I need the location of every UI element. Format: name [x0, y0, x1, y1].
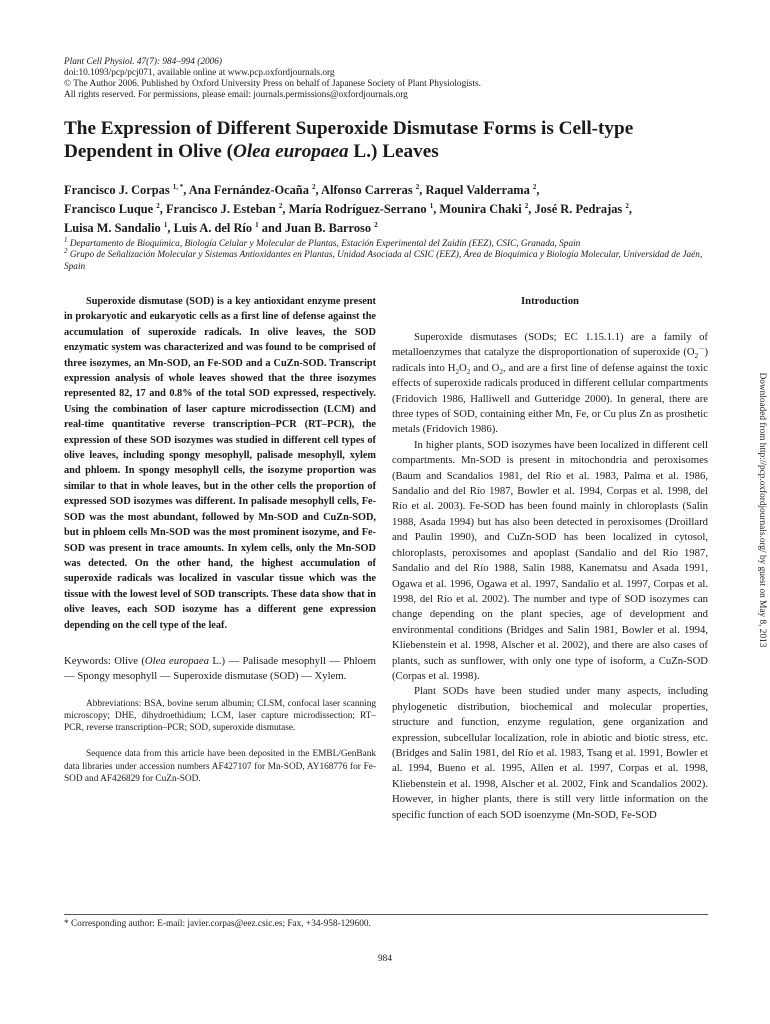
journal-citation: Plant Cell Physiol. 47(7): 984–994 (2006) — [64, 57, 223, 67]
title-species: Olea europaea — [232, 141, 349, 162]
author: Francisco Luque $^2$, — [64, 201, 166, 216]
author: José R. Pedrajas $^2$, — [534, 201, 632, 216]
abbreviations: Abbreviations: BSA, bovine serum albumin; CLSM, confocal laser scanning microscopy; DHE, dihydroethidium; LCM, laser capture microdissection; RT–PCR, reverse transcription–PCR; SOD, superoxide dismutase. — [64, 698, 376, 734]
author: Juan B. Barroso $^2$ — [284, 220, 378, 235]
introduction-heading: Introduction — [520, 295, 579, 307]
introduction-paragraph-1: Superoxide dismutases (SODs; EC 1.15.1.1) are a family of metalloenzymes that catalyze the disproportionation of superoxide $(O_2^{\cdot-})$ radicals into $H_2O_2$ and $O_2$, and are a first line of defense against the toxic effects of superoxide radicals produced in different cellular compartments (Fridovich 1986, Halliwell and Gutteridge 2000). In general, there are three types of SOD, containing either Mn, Fe, or Cu plus Zn as prosthetic metals (Fridovich 1986). — [392, 331, 708, 436]
download-sidebar — [755, 310, 765, 710]
affiliation-1: $^1$ Departamento de Bioquímica, Biología Celular y Molecular de Plantas, Estación Experimental del Zaidín (EEZ), CSIC, Granada, Spain — [64, 235, 581, 249]
keywords: Keywords: Olive (Olea europaea L.) — Palisade mesophyll — Phloem — Spongy mesophyll — Superoxide dismutase (SOD) — Xylem. — [64, 654, 376, 683]
doi-line[interactable]: doi:10.1093/pcp/pcj071, available online at www.pcp.oxfordjournals.org — [64, 68, 335, 78]
author: Luis A. del Río $^1$ and — [173, 220, 285, 235]
author: Francisco J. Esteban $^2$, — [165, 201, 289, 216]
page-number: 984 — [378, 954, 392, 964]
rights-line: All rights reserved. For permissions, please email: journals.permissions@oxfordjournals.org — [64, 90, 408, 100]
author: Alfonso Carreras $^2$, — [321, 182, 426, 197]
corresponding-author-footnote: * Corresponding author: E-mail: javier.corpas@eez.csic.es; Fax, +34-958-129600. — [64, 919, 371, 929]
affiliations — [64, 235, 724, 273]
sequence-data-note: Sequence data from this article have been deposited in the EMBL/GenBank data libraries under accession numbers AF427107 for Mn-SOD, AY168776 for Fe-SOD and AF426829 for CuZn-SOD. — [64, 749, 376, 784]
left-column — [64, 294, 376, 785]
copyright-line: © The Author 2006. Published by Oxford University Press on behalf of Japanese Society of Plant Physiologists. — [64, 79, 481, 89]
introduction-paragraph-3: Plant SODs have been studied under many aspects, including phylogenetic distribution, biochemical and molecular properties, structure and function, enzyme regulation, gene organization and expression, subcellular localization, role in abiotic and biotic stress, etc. (Bridges and Salin 1981, del Río et al. 1983, Tsang et al. 1991, Bowler et al. 1994, Bueno et al. 1995, Allen et al. 1997, Corpas et al. 1998, Kliebenstein et al. 1998, Alscher et al. 2002, Fink and Scandalios 2002). However, in higher plants, there is still very little information on the specific function of each SOD isoenzyme (Mn-SOD, Fe-SOD — [392, 685, 708, 821]
author: Raquel Valderrama $^2$, — [425, 182, 540, 197]
article-title — [64, 117, 714, 163]
author: María Rodríguez-Serrano $^1$, — [288, 201, 440, 216]
author: Mounira Chaki $^2$, — [439, 201, 535, 216]
abstract: Superoxide dismutase (SOD) is a key antioxidant enzyme present in prokaryotic and eukaryotic cells as a first line of defense against the accumulation of superoxide radicals. In olive leaves, the SOD enzymatic system was characterized and was found to be comprised of three isozymes, an Mn-SOD, an Fe-SOD and a CuZn-SOD. Transcript expression analysis of whole leaves showed that the three isozymes represented 82, 17 and 0.8% of the total SOD expressed, respectively. Using the combination of laser capture microdissection (LCM) and real-time quantitative reverse transcription–PCR (RT–PCR), the expression of these SOD isozymes was studied in different cell types of olive leaves, including spongy mesophyll, palisade mesophyll, xylem and phloem. In spongy mesophyll cells, the isozyme proportion was similar to that in whole leaves, but in the other cells the proportion of expressed SOD isozymes was different. In palisade mesophyll cells, Fe-SOD was the most abundant, followed by Mn-SOD and CuZn-SOD, but in phloem cells Mn-SOD was the most prominent isozyme, and Fe-SOD was present in trace amounts. In xylem cells, only the Mn-SOD was detected. On the other hand, the highest accumulation of superoxide radicals was localized in vascular tissue which was the tissue with the lowest level of SOD transcripts. These data show that in olive leaves, each SOD isozyme has a different gene expression depending on the cell type of the leaf. — [64, 296, 376, 631]
footnote-divider — [64, 914, 708, 915]
title-suffix: L.) Leaves — [348, 141, 439, 162]
title-prefix: The Expression of Different Superoxide Dismutase Forms is Cell-type Dependent in Olive ( — [64, 118, 634, 162]
author: Francisco J. Corpas $^{1, *}$, — [64, 182, 189, 197]
affiliation-2: $^2$ Grupo de Señalización Molecular y Sistemas Antioxidantes en Plantas, Unidad Asociada al CSIC (EEZ), Área de Bioquímica y Biología Molecular, Universidad de Jaén, Spain — [64, 247, 703, 272]
introduction-paragraph-2: In higher plants, SOD isozymes have been localized in different cell compartments. Mn-SOD is present in mitochondria and peroxisomes (Baum and Scandalios 1981, del Río et al. 1983, Palma et al. 1986, Sandalio and del Río 1987, Bowler et al. 1994, Corpas et al. 1998, del Río et al. 2003). Fe-SOD has been found mainly in chloroplasts (Salin 1988, Asada 1994) but has also been detected in peroxisomes (Droillard and Paulin 1990), and CuZn-SOD has been localized in cytosol, chloroplasts, peroxisomes and apoplast (Sandalio and del Río 1987, Sandalio and del Río 1988, Salin 1988, Kanematsu and Asada 1991, Ogawa et al. 1996, Ogawa et al. 1997, Sandalio et al. 1997, Corpas et al. 1998, del Río et al. 2002). The number and type of SOD isozymes can change depending on the plant species, age of development and environmental conditions (Bridges and Salin 1981, Bowler et al. 1994, Kliebenstein et al. 1998, Alscher et al. 2002), and there are also cases of plants, such as sunflower, with only one type of isoform, a CuZn-SOD (Corpas et al. 1998). — [392, 438, 708, 682]
download-watermark-text[interactable]: Downloaded from http://pcp.oxfordjournals.org/ by guest on May 8, 2013 — [757, 372, 767, 648]
author: Luisa M. Sandalio $^1$, — [64, 220, 174, 235]
author: Ana Fernández-Ocaña $^2$, — [188, 182, 322, 197]
journal-header — [64, 57, 704, 101]
right-column — [392, 294, 708, 823]
keywords-label: Keywords: — [64, 654, 111, 667]
author-list — [64, 181, 724, 238]
